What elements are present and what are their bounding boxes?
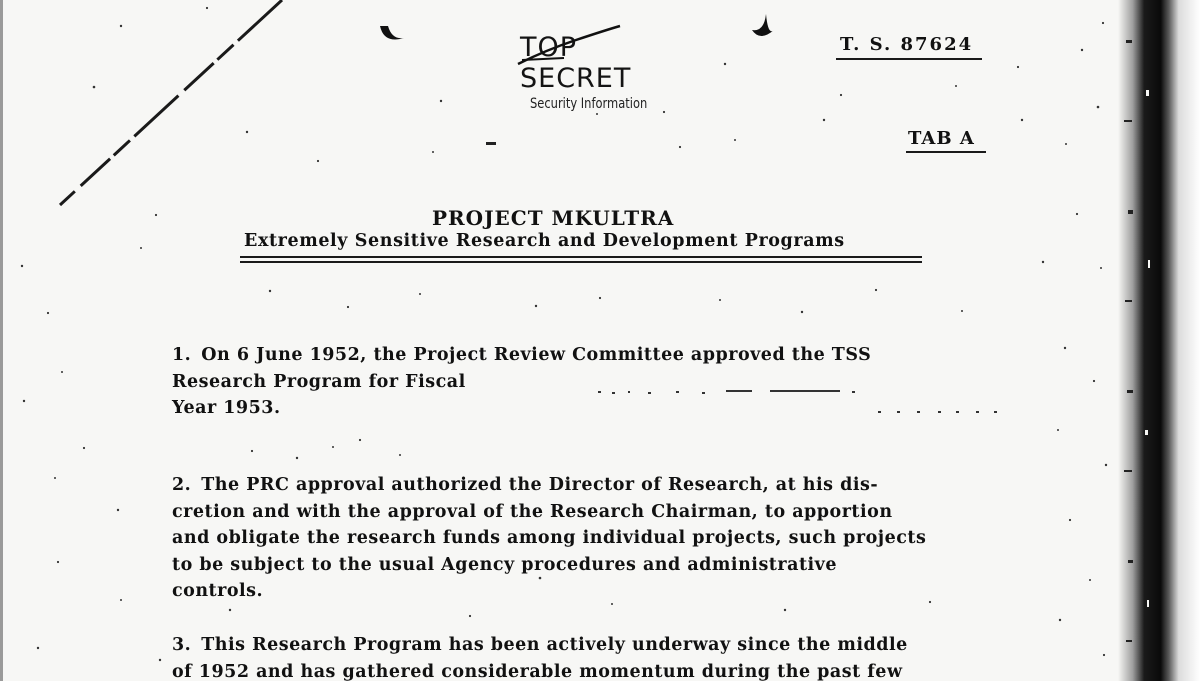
paragraph-line (172, 472, 1022, 499)
paragraph-line: cretion and with the approval of the Research Chairman, to apportion (172, 501, 893, 522)
scan-binding-edge (1118, 0, 1200, 681)
classification-rest: SECRET (520, 63, 632, 94)
ts-number-underline (836, 58, 982, 60)
paragraph-2 (172, 472, 1022, 605)
diagonal-mark (60, 0, 282, 205)
paragraph-number: 2. (172, 475, 192, 495)
paragraph-line: Research Program for Fiscal (172, 371, 466, 392)
subtitle-underline-2 (240, 261, 922, 263)
punch-hole-right (752, 14, 774, 36)
paragraph-number: 1. (172, 345, 192, 365)
punch-hole-left (380, 26, 404, 40)
paragraph-text: On 6 June 1952, the Project Review Committee approved the TSS (201, 345, 872, 365)
document-subtitle: Extremely Sensitive Research and Development Programs (244, 231, 845, 251)
paragraph-text: The PRC approval authorized the Director of Research, at his dis- (201, 475, 879, 495)
paragraph-line: and obligate the research funds among individual projects, such projects (172, 528, 927, 548)
paragraph-number: 3. (172, 635, 192, 655)
ts-control-number: T. S. 87624 (840, 34, 974, 55)
paragraph-line: to be subject to the usual Agency procedures and administrative (172, 554, 837, 575)
paragraph-1 (172, 342, 1022, 422)
document-title: PROJECT MKULTRA (432, 206, 675, 230)
paragraph-line: controls. (172, 581, 264, 601)
subtitle-underline-1 (240, 256, 922, 258)
classification-struck-word: TOP (520, 32, 578, 63)
classification-strikethrough (516, 20, 626, 70)
security-information-note: Security Information (530, 96, 648, 112)
paragraph-3 (172, 632, 1022, 681)
page-left-border (0, 0, 3, 681)
paragraph-line: of 1952 and has gathered considerable momentum during the past few (172, 661, 903, 681)
tab-label-underline (906, 151, 986, 153)
paragraph-line (172, 342, 1022, 369)
paragraph-line (172, 632, 1022, 659)
paragraph-line: Year 1953. (172, 398, 281, 418)
tab-label: TAB A (908, 128, 975, 149)
paragraph-text: This Research Program has been actively underway since the middle (201, 635, 908, 655)
